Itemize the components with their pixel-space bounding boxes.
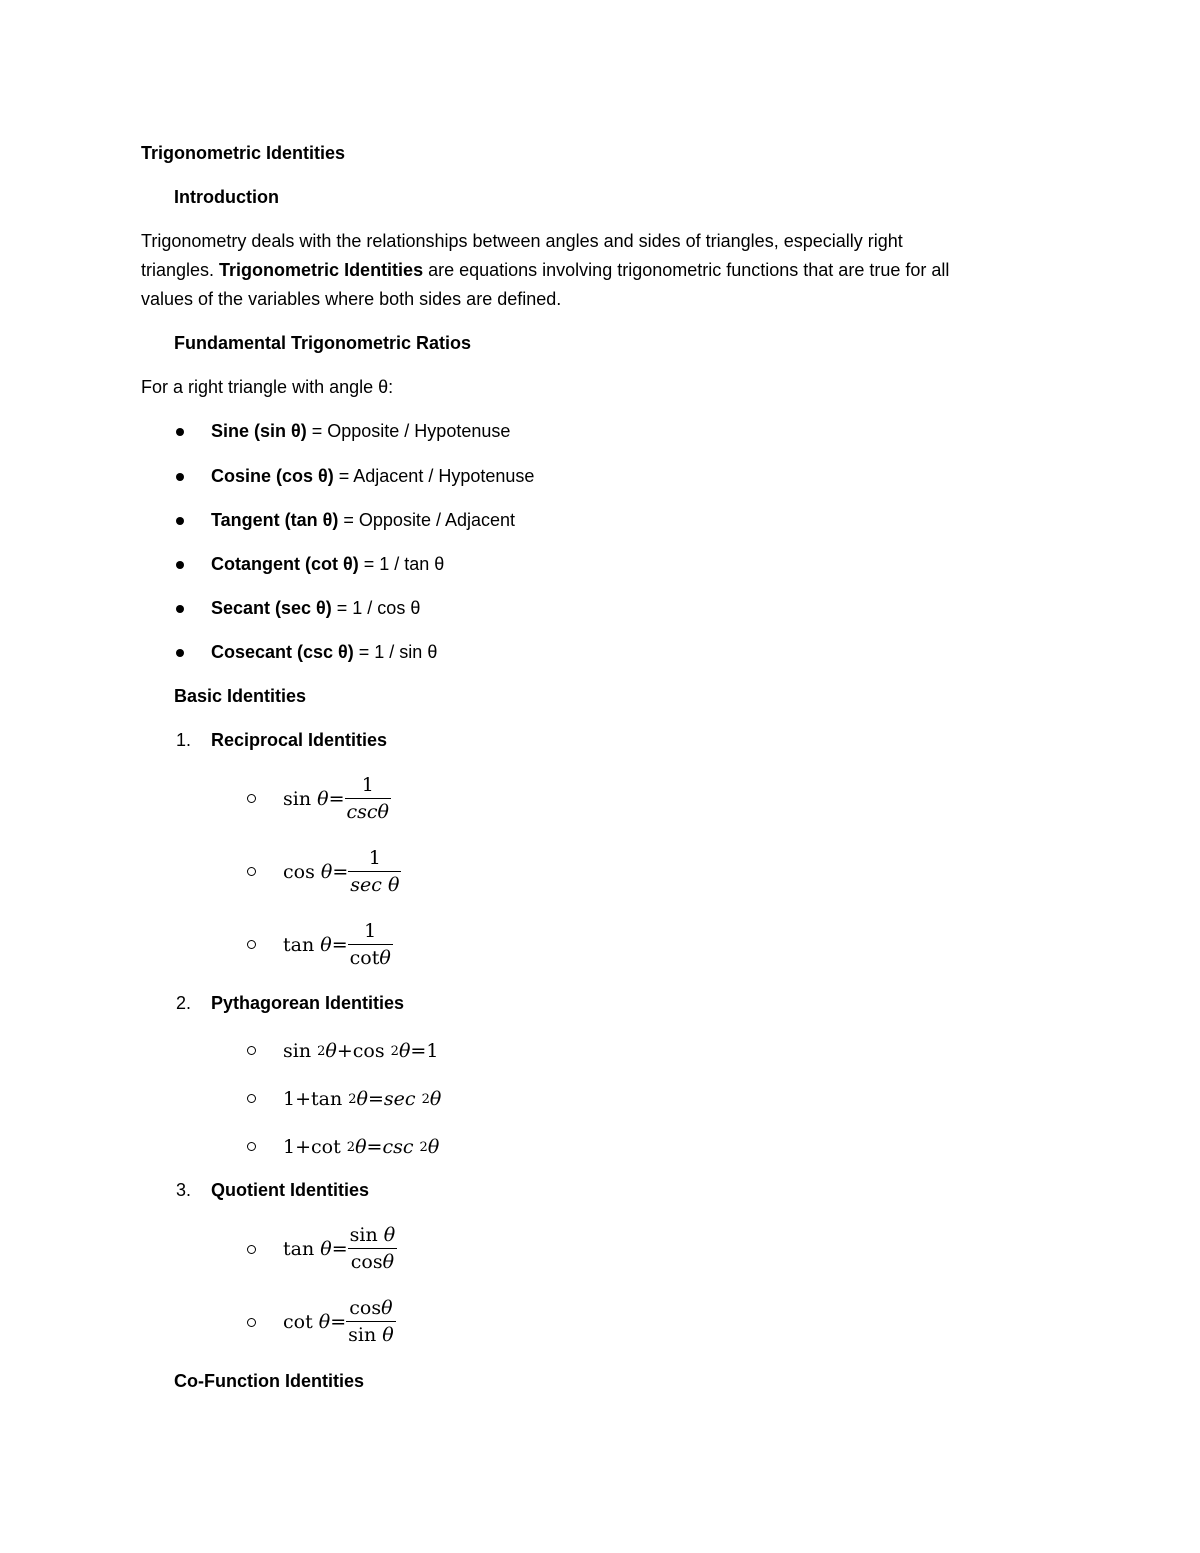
fn-sin: sin: [283, 787, 312, 810]
bullet-icon: [176, 428, 184, 436]
equation-cot-quotient: cot θ = $\frac{\cos\theta}{\text{sin θ}}$: [283, 1297, 394, 1346]
intro-paragraph-line-2: [141, 260, 949, 281]
ratio-definition: = 1 / sin θ: [353, 642, 438, 662]
list-item: [211, 510, 515, 531]
ratio-definition: = 1 / tan θ: [358, 554, 445, 574]
equation-sin-reciprocal: [283, 772, 391, 825]
ratio-name: Cotangent (cot θ): [211, 554, 359, 574]
bullet-icon: [176, 517, 184, 525]
cofunction-heading: Co-Function Identities: [174, 1371, 364, 1391]
denominator: sec θ: [348, 871, 401, 898]
numerator: 1: [368, 847, 381, 869]
list-item: [211, 598, 420, 619]
list-item: [211, 554, 444, 575]
ratio-definition: = Opposite / Hypotenuse: [306, 421, 511, 441]
equals: =: [332, 860, 349, 883]
fraction: [348, 918, 393, 971]
intro-paragraph-line-3: values of the variables where both sides are defined.: [141, 289, 562, 309]
fraction: [348, 1222, 398, 1275]
fundamental-lead: For a right triangle with angle θ:: [141, 377, 394, 397]
pythagorean-heading: Pythagorean Identities: [211, 993, 405, 1013]
numerator: cosθ: [349, 1297, 393, 1319]
equation-pythagorean-2: 1 + tan 2 θ = sec 2 θ: [283, 1088, 442, 1110]
fn-tan: tan: [283, 933, 315, 956]
list-item: [211, 421, 510, 442]
fraction: [346, 1295, 396, 1348]
fundamental-heading: Fundamental Trigonometric Ratios: [174, 333, 472, 353]
equation-cos-reciprocal: [283, 845, 401, 898]
ratio-definition: = Opposite / Adjacent: [338, 510, 516, 530]
ratio-name: Tangent (tan θ): [211, 510, 339, 530]
denominator: cotθ: [348, 944, 393, 971]
list-item: [211, 466, 534, 487]
document-title: Trigonometric Identities: [141, 143, 346, 163]
numerator: 1: [364, 920, 377, 942]
ratio-name: Sine (sin θ): [211, 421, 307, 441]
denominator: sin θ: [346, 1321, 396, 1348]
denominator: cosθ: [348, 1248, 398, 1275]
quotient-heading: Quotient Identities: [211, 1180, 370, 1200]
hollow-bullet-icon: [247, 940, 256, 949]
equation-tan-reciprocal: [283, 918, 393, 971]
section-number: 1.: [176, 730, 192, 750]
intro-text: are equations involving trigonometric functions that are true for all: [423, 260, 950, 280]
ratio-name: Secant (sec θ): [211, 598, 332, 618]
basic-identities-heading: Basic Identities: [174, 686, 307, 706]
ratio-name: Cosine (cos θ): [211, 466, 334, 486]
section-number: 2.: [176, 993, 192, 1013]
equation-pythagorean-3: 1 + cot 2 θ = csc 2 θ: [283, 1136, 440, 1158]
intro-bold-term: Trigonometric Identities: [219, 260, 424, 280]
equals: =: [328, 787, 345, 810]
reciprocal-heading: Reciprocal Identities: [211, 730, 388, 750]
numerator: 1: [361, 774, 374, 796]
hollow-bullet-icon: [247, 1046, 256, 1055]
hollow-bullet-icon: [247, 1094, 256, 1103]
ratio-definition: = Adjacent / Hypotenuse: [333, 466, 535, 486]
hollow-bullet-icon: [247, 867, 256, 876]
equation-pythagorean-1: sin 2 θ + cos 2 θ = 1: [283, 1040, 439, 1062]
equals: =: [331, 933, 348, 956]
fraction: [345, 772, 392, 825]
bullet-icon: [176, 473, 184, 481]
bullet-icon: [176, 561, 184, 569]
intro-heading: Introduction: [174, 187, 279, 207]
theta: θ: [320, 860, 333, 883]
bullet-icon: [176, 605, 184, 613]
list-item: [211, 642, 437, 663]
intro-paragraph-line-1: Trigonometry deals with the relationships between angles and sides of triangles, especially right: [141, 231, 903, 251]
theta: θ: [317, 787, 329, 810]
denominator: cscθ: [345, 798, 392, 825]
theta: θ: [320, 933, 332, 956]
ratio-name: Cosecant (csc θ): [211, 642, 354, 662]
hollow-bullet-icon: [247, 794, 256, 803]
numerator: sin θ: [349, 1224, 396, 1246]
equation-tan-quotient: tan θ = $\frac{\text{sin θ}}{\cos\theta}$: [283, 1224, 396, 1273]
bullet-icon: [176, 649, 184, 657]
intro-text: triangles.: [141, 260, 220, 280]
hollow-bullet-icon: [247, 1245, 256, 1254]
hollow-bullet-icon: [247, 1142, 256, 1151]
fraction: [348, 845, 401, 898]
fn-cos: cos: [283, 860, 315, 883]
ratio-definition: = 1 / cos θ: [331, 598, 421, 618]
section-number: 3.: [176, 1180, 192, 1200]
hollow-bullet-icon: [247, 1318, 256, 1327]
